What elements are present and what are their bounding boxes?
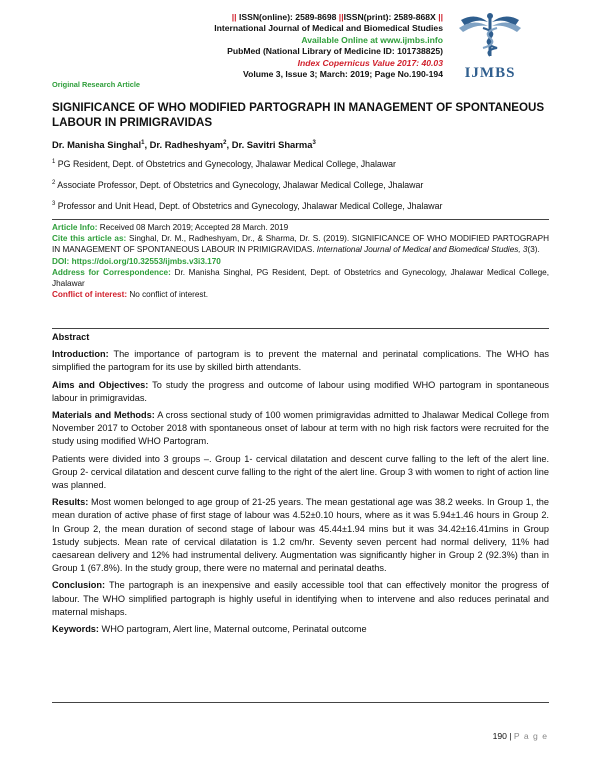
article-info: Article Info: Received 08 March 2019; Accepted 28 March. 2019 [52, 223, 289, 232]
article-title: SIGNIFICANCE OF WHO MODIFIED PARTOGRAPH IN MANAGEMENT OF SPONTANEOUS LABOUR IN PRIMIGRAVIDAS [52, 101, 545, 129]
affiliation-3: $^3$ Professor and Unit Head, Dept. of Obstetrics and Gynecology, Jhalawar Medical College, Jhalawar [52, 201, 443, 211]
abstract-keywords: Keywords: WHO partogram, Alert line, Maternal outcome, Perinatal outcome [52, 624, 367, 635]
author-1: Dr. Manisha Singhal$^1$, [52, 139, 150, 150]
affiliation-1: $^1$ PG Resident, Dept. of Obstetrics and Gynecology, Jhalawar Medical College, Jhalawar [52, 159, 396, 169]
abstract-results: Results: Most women belonged to age group of 21-25 years. The mean gestational age was 38.2 weeks. In Group 1, the mean duration of active phase of first stage of labour was 4.52±0.10 hours, where as it was 5.94±1.46 hours in Group 2. In Group 2, the mean duration of second stage of labour was 45.44±1.94 mins but it was 34.42±16.41mins in Group 1study subjects. Mean rate of cervical dilatation is 1.2 cm/hr. Seventy seven percent had normal delivery, 11% had caesarean delivery and 12% had instrumental delivery. Augmentation was significantly higher in Group 2 (92.3%) than in Group 1 (67.8%). In the study group, there were no maternal and perinatal deaths. [52, 497, 549, 574]
abstract-aims: Aims and Objectives: To study the progress and outcome of labour using modified WHO partogram in spontaneous labour in primigravidas. [52, 379, 549, 403]
page-number: 190 [492, 731, 507, 741]
divider-top [52, 219, 549, 220]
volume-info: Volume 3, Issue 3; March: 2019; Page No.190-194 [243, 69, 443, 80]
abstract-conclusion: Conclusion: The partograph is an inexpensive and easily accessible tool that can effectively monitor the progress of labour. The WHO simplified partograph is highly useful in identifying when to intervene and also reduces perinatal and maternal mishaps. [52, 580, 549, 617]
journal-logo [455, 10, 525, 81]
affiliation-2: $^2$ Associate Professor, Dept. of Obstetrics and Gynecology, Jhalawar Medical College, Jhalawar [52, 180, 424, 190]
page-footer: 190 | P a g e [492, 731, 548, 741]
page-word: P a g e [513, 731, 548, 741]
conflict-of-interest: Conflict of interest: No conflict of interest. [52, 290, 209, 300]
correspondence-address: Address for Correspondence: Dr. Manisha Singhal, PG Resident, Dept. of Obstetrics and Gynecology, Jhalawar Medical College, Jhalawar [52, 267, 549, 289]
pubmed-id: PubMed (National Library of Medicine ID: 101738825) [227, 46, 443, 57]
author-2: Dr. Radheshyam$^2$, [149, 139, 232, 150]
index-copernicus: Index Copernicus Value 2017: 40.03 [297, 57, 443, 68]
abstract-methods: Materials and Methods: A cross sectional study of 100 women primigravidas admitted to Jhalawar Medical College from November 2017 to October 2018 with spontaneous onset of labour at term with no high risk factors were recruited for the study using modified WHO Partogram. [52, 410, 549, 447]
article-info-block [52, 222, 549, 300]
author-list [52, 139, 316, 150]
citation: Cite this article as: Singhal, Dr. M., Radheshyam, Dr., & Sharma, Dr. S. (2019). SIGNIFICANCE OF WHO MODIFIED PARTOGRAPH IN MANAGEMENT OF SPONTANEOUS LABOUR IN PRIMIGRAVIDAS. International Journal of Medical and Biomedical Studies, 3(3). [52, 234, 549, 255]
available-online[interactable]: Available Online at www.ijmbs.info [301, 34, 443, 45]
divider-bottom [52, 702, 549, 703]
logo-text: IJMBS [464, 65, 516, 81]
abstract [52, 331, 549, 636]
abstract-groups: Patients were divided into 3 groups –. Group 1- cervical dilatation and descent curve falling to the left of the alert line. Group 2- cervical dilatation and descent curve falling to the right of the alert line. Group 3 with women to right of action line was planned. [52, 453, 549, 491]
article-type: Original Research Article [52, 80, 141, 89]
abstract-heading: Abstract [52, 332, 90, 342]
journal-header [83, 12, 443, 80]
abstract-introduction: Introduction: The importance of partogram is to prevent the maternal and perinatal complications. The WHO has simplified the partogram for its use by skilled birth attendants. [52, 349, 549, 373]
issn-line: || ISSN(online): 2589-8698 ||ISSN(print): 2589-868X || [231, 12, 443, 22]
journal-name: International Journal of Medical and Biomedical Studies [214, 23, 443, 34]
author-3: Dr. Savitri Sharma$^3$ [231, 139, 316, 150]
doi[interactable]: DOI: https://doi.org/10.32553/ijmbs.v3i3.170 [52, 256, 221, 266]
caduceus-icon [455, 10, 525, 58]
divider-abstract [52, 328, 549, 329]
